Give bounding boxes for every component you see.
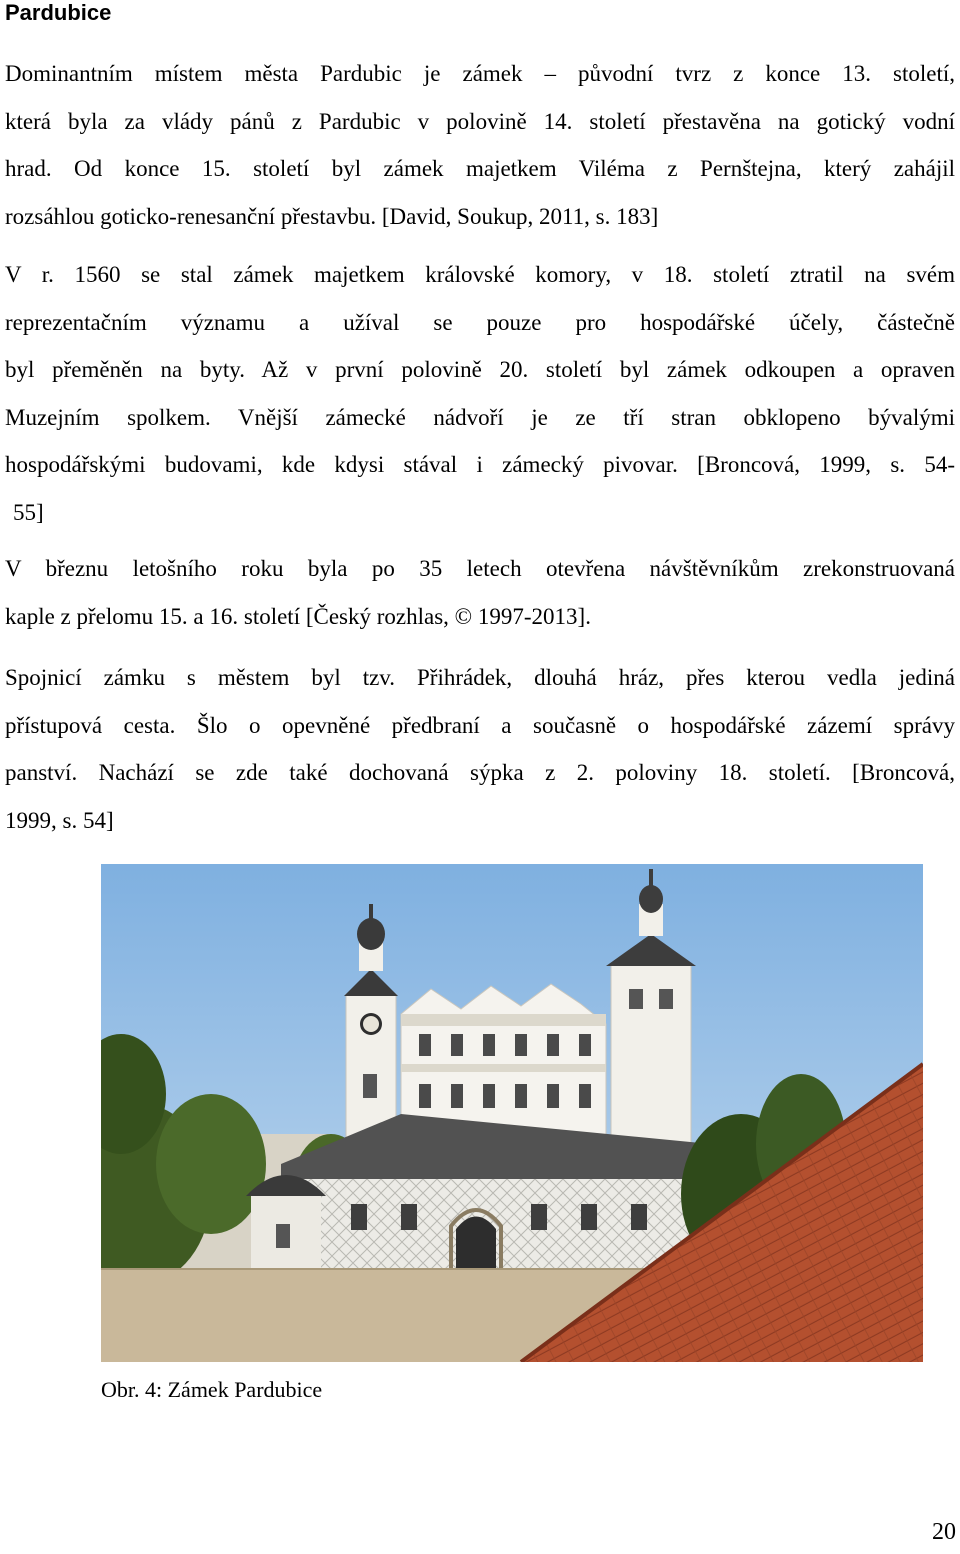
text-line: kaple z přelomu 15. a 16. století [Český rozhlas, © 1997-2013]. — [5, 603, 591, 629]
text-line: hospodářskými budovami, kde kdysi stával i zámecký pivovar. [Broncová, 1999, s. 54- — [5, 452, 955, 477]
castle-photo — [101, 864, 923, 1362]
text-line: V březnu letošního roku byla po 35 letech otevřena návštěvníkům zrekonstruovaná — [5, 556, 955, 581]
text-line: Dominantním místem města Pardubic je zámek – původní tvrz z konce 13. století, — [5, 61, 955, 86]
paragraph-4 — [5, 654, 955, 844]
text-line: která byla za vlády pánů z Pardubic v polovině 14. století přestavěna na gotický vodní — [5, 108, 955, 134]
castle-illustration — [101, 864, 923, 1362]
text-line: Spojnicí zámku s městem byl tzv. Přihrádek, dlouhá hráz, přes kterou vedla jediná — [5, 665, 955, 690]
text-line: 55] — [13, 499, 44, 525]
text-line: hrad. Od konce 15. století byl zámek majetkem Viléma z Pernštejna, který zahájil — [5, 156, 955, 181]
text-line: přístupová cesta. Šlo o opevněné předbraní a současně o hospodářské zázemí správy — [5, 712, 955, 738]
lower-wing — [281, 1114, 711, 1284]
chapel — [246, 1175, 326, 1284]
text-line: byl přeměněn na byty. Až v první polovině 20. století byl zámek odkoupen a opraven — [5, 357, 955, 382]
text-line: panství. Nachází se zde také dochovaná sýpka z 2. poloviny 18. století. [Broncová, — [5, 760, 955, 785]
text-line: rozsáhlou goticko-renesanční přestavbu. [David, Soukup, 2011, s. 183] — [5, 203, 659, 229]
text-line: V r. 1560 se stal zámek majetkem královské komory, v 18. století ztratil na svém — [5, 262, 955, 287]
paragraph-2 — [5, 251, 955, 536]
text-line: 1999, s. 54] — [5, 807, 114, 833]
paragraph-3 — [5, 545, 955, 640]
text-line: reprezentačním významu a užíval se pouze pro hospodářské účely, částečně — [5, 309, 955, 335]
section-heading: Pardubice — [5, 0, 112, 25]
figure-caption: Obr. 4: Zámek Pardubice — [101, 1377, 323, 1402]
paragraph-1 — [5, 50, 955, 240]
text-line: Muzejním spolkem. Vnější zámecké nádvoří je ze tří stran obklopeno bývalými — [5, 404, 955, 430]
page-number: 20 — [932, 1519, 956, 1545]
